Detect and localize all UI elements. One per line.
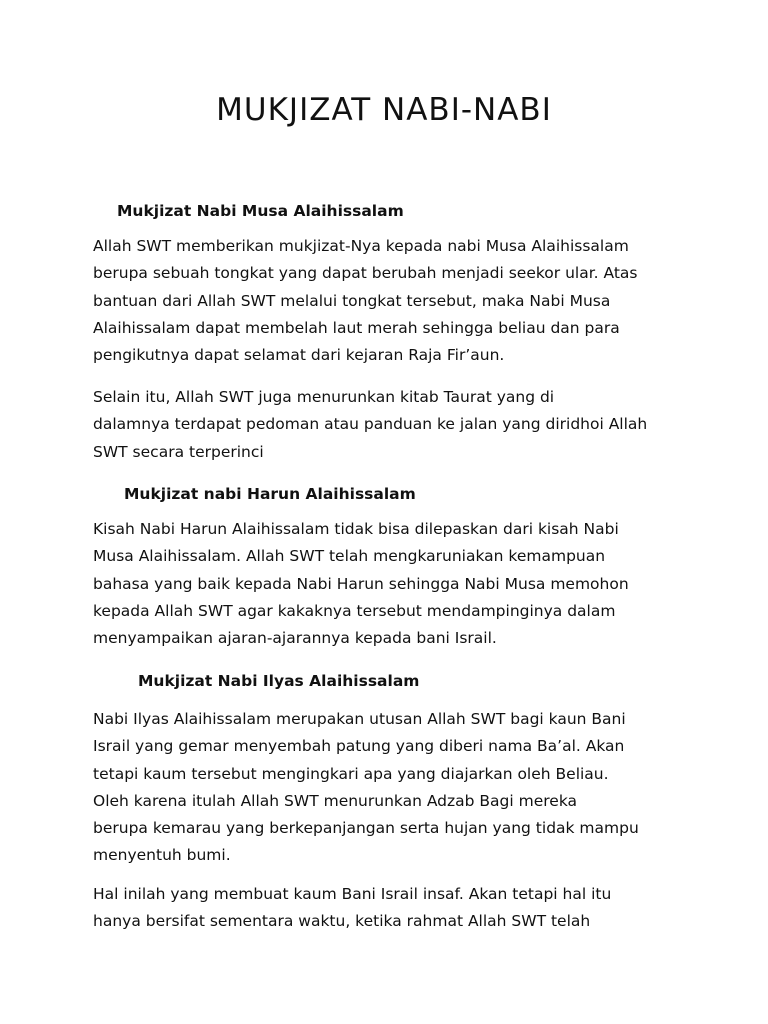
paragraph-musa-1 [93, 233, 693, 369]
text-line: bahasa yang baik kepada Nabi Harun sehingga Nabi Musa memohon [93, 574, 629, 593]
text-line: menyentuh bumi. [93, 846, 231, 865]
text-line: kepada Allah SWT agar kakaknya tersebut mendampinginya dalam [93, 601, 616, 620]
text-line: Hal inilah yang membuat kaum Bani Israil insaf. Akan tetapi hal itu [93, 885, 612, 903]
text-line: Nabi Ilyas Alaihissalam merupakan utusan Allah SWT bagi kaun Bani [93, 710, 626, 728]
section-heading-ilyas: Mukjizat Nabi Ilyas Alaihissalam [138, 672, 420, 690]
text-line: Musa Alaihissalam. Allah SWT telah mengkaruniakan kemampuan [93, 547, 606, 566]
text-line: Alaihissalam dapat membelah laut merah sehingga beliau dan para [93, 318, 620, 337]
paragraph-harun-1 [93, 516, 693, 652]
paragraph-musa-2 [93, 384, 693, 466]
text-line: Oleh karena itulah Allah SWT menurunkan Adzab Bagi mereka [93, 791, 578, 810]
text-line: menyampaikan ajaran-ajarannya kepada bani Israil. [93, 629, 497, 648]
section-heading-harun: Mukjizat nabi Harun Alaihissalam [124, 485, 416, 503]
paragraph-ilyas-2 [93, 881, 693, 936]
text-line: hanya bersifat sementara waktu, ketika rahmat Allah SWT telah [93, 912, 591, 931]
text-line: pengikutnya dapat selamat dari kejaran Raja Fir’aun. [93, 346, 505, 365]
text-line: Selain itu, Allah SWT juga menurunkan kitab Taurat yang di [93, 388, 555, 406]
text-line: bantuan dari Allah SWT melalui tongkat tersebut, maka Nabi Musa [93, 291, 611, 310]
text-line: berupa sebuah tongkat yang dapat berubah menjadi seekor ular. Atas [93, 264, 638, 283]
text-line: Israil yang gemar menyembah patung yang diberi nama Ba’al. Akan [93, 737, 625, 756]
text-line: SWT secara terperinci [93, 442, 264, 461]
text-line: Allah SWT memberikan mukjizat-Nya kepada nabi Musa Alaihissalam [93, 237, 629, 255]
document-title: MUKJIZAT NABI-NABI [216, 92, 552, 128]
text-line: Kisah Nabi Harun Alaihissalam tidak bisa dilepaskan dari kisah Nabi [93, 520, 619, 538]
text-line: berupa kemarau yang berkepanjangan serta hujan yang tidak mampu [93, 819, 639, 838]
section-heading-musa: Mukjizat Nabi Musa Alaihissalam [117, 202, 404, 220]
text-line: tetapi kaum tersebut mengingkari apa yang diajarkan oleh Beliau. [93, 764, 609, 783]
paragraph-ilyas-1 [93, 706, 693, 870]
text-line: dalamnya terdapat pedoman atau panduan ke jalan yang diridhoi Allah [93, 415, 648, 434]
